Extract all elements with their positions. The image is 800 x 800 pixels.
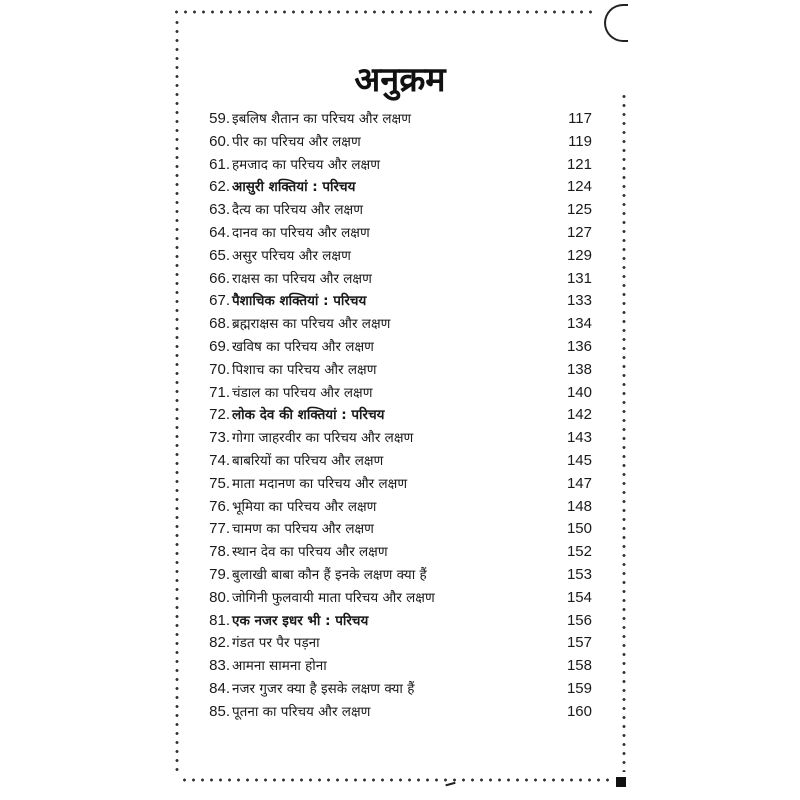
ornamental-border-bottom — [180, 776, 610, 784]
entry-page-number: 142 — [566, 406, 592, 424]
entry-title: ब्रह्मराक्षस का परिचय और लक्षण — [232, 316, 391, 333]
toc-entry — [200, 131, 600, 154]
entry-title: इबलिष शैतान का परिचय और लक्षण — [232, 111, 411, 127]
section-title: पैशाचिक शक्तियां : परिचय — [232, 293, 367, 310]
entry-number: 61. — [209, 155, 230, 173]
entry-page-number: 127 — [566, 223, 592, 241]
section-title: आसुरी शक्तियां : परिचय — [232, 179, 356, 196]
entry-page-number: 157 — [566, 634, 592, 652]
entry-title: दानव का परिचय और लक्षण — [232, 224, 370, 241]
entry-number: 59. — [209, 110, 230, 127]
entry-number: 65. — [209, 246, 230, 264]
toc-entry — [200, 313, 600, 336]
entry-title: पूतना का परिचय और लक्षण — [232, 703, 371, 720]
toc-entry — [200, 655, 600, 678]
entry-page-number: 136 — [566, 337, 592, 355]
entry-number: 77. — [209, 520, 230, 538]
ornamental-border-left — [173, 18, 183, 773]
entry-title: पिशाच का परिचय और लक्षण — [232, 361, 377, 378]
entry-number: 84. — [209, 679, 230, 697]
entry-page-number: 129 — [566, 246, 592, 264]
entry-number: 64. — [209, 223, 230, 241]
entry-page-number: 125 — [566, 201, 592, 219]
entry-title: आमना सामना होना — [232, 658, 327, 675]
toc-section-entry — [200, 404, 600, 427]
entry-page-number: 160 — [566, 702, 592, 720]
entry-title: चंडाल का परिचय और लक्षण — [232, 384, 373, 401]
entry-title: असुर परिचय और लक्षण — [232, 247, 351, 264]
entry-number: 80. — [209, 588, 230, 606]
toc-entry — [200, 336, 600, 359]
table-of-contents — [200, 108, 600, 724]
entry-page-number: 152 — [566, 543, 592, 561]
toc-entry — [200, 427, 600, 450]
entry-number: 70. — [209, 360, 230, 378]
entry-page-number: 159 — [566, 679, 592, 697]
section-title: एक नजर इधर भी : परिचय — [232, 612, 369, 629]
toc-entry — [200, 268, 600, 291]
entry-title: माता मदानण का परिचय और लक्षण — [232, 475, 408, 492]
entry-page-number: 131 — [566, 269, 592, 287]
entry-title: खविष का परिचय और लक्षण — [232, 338, 374, 355]
toc-entry — [200, 564, 600, 587]
entry-number: 75. — [209, 474, 230, 492]
entry-title: पीर का परिचय और लक्षण — [232, 133, 361, 150]
toc-section-entry — [200, 176, 600, 199]
entry-number: 78. — [209, 543, 230, 561]
ornamental-border-top — [172, 8, 592, 16]
entry-page-number: 133 — [566, 292, 592, 310]
toc-entry — [200, 359, 600, 382]
entry-number: 81. — [209, 611, 230, 629]
toc-entry — [200, 632, 600, 655]
entry-number: 76. — [209, 497, 230, 515]
entry-title: हमजाद का परिचय और लक्षण — [232, 156, 380, 173]
entry-number: 68. — [209, 315, 230, 333]
toc-entry — [200, 154, 600, 177]
entry-number: 60. — [209, 132, 230, 150]
entry-page-number: 124 — [566, 178, 592, 196]
entry-title: बाबरियों का परिचय और लक्षण — [232, 452, 384, 469]
entry-page-number: 119 — [568, 132, 592, 150]
entry-number: 67. — [209, 292, 230, 310]
entry-title: नजर गुजर क्या है इसके लक्षण क्या हैं — [232, 680, 415, 697]
toc-entry — [200, 473, 600, 496]
entry-title: दैत्य का परिचय और लक्षण — [232, 202, 363, 219]
entry-number: 69. — [209, 337, 230, 355]
toc-entry — [200, 541, 600, 564]
entry-number: 79. — [209, 565, 230, 583]
entry-number: 82. — [209, 634, 230, 652]
entry-page-number: 154 — [566, 588, 592, 606]
entry-number: 83. — [209, 657, 230, 675]
toc-entry — [200, 382, 600, 405]
entry-number: 73. — [209, 429, 230, 447]
entry-number: 62. — [209, 178, 230, 196]
entry-page-number: 134 — [566, 315, 592, 333]
entry-title: जोगिनी फुलवायी माता परिचय और लक्षण — [232, 589, 435, 606]
entry-page-number: 153 — [566, 565, 592, 583]
entry-number: 72. — [209, 406, 230, 424]
entry-number: 63. — [209, 201, 230, 219]
ornamental-border-right — [620, 92, 630, 772]
toc-entry — [200, 245, 600, 268]
entry-title: गंडत पर पैर पड़ना — [232, 635, 320, 652]
entry-number: 71. — [209, 383, 230, 401]
entry-title: गोगा जाहरवीर का परिचय और लक्षण — [232, 430, 414, 447]
entry-title: बुलाखी बाबा कौन हैं इनके लक्षण क्या हैं — [232, 566, 427, 583]
entry-page-number: 147 — [566, 474, 592, 492]
toc-entry — [200, 450, 600, 473]
toc-entry — [200, 701, 600, 724]
toc-entry — [200, 518, 600, 541]
entry-page-number: 145 — [566, 451, 592, 469]
entry-title: राक्षस का परिचय और लक्षण — [232, 270, 372, 287]
entry-title: चामण का परिचय और लक्षण — [232, 521, 374, 538]
entry-page-number: 121 — [566, 155, 592, 173]
toc-entry — [200, 199, 600, 222]
entry-page-number: 158 — [566, 657, 592, 675]
toc-entry — [200, 678, 600, 701]
entry-page-number: 150 — [566, 520, 592, 538]
entry-page-number: 117 — [568, 110, 592, 127]
toc-entry — [200, 108, 600, 131]
entry-title: स्थान देव का परिचय और लक्षण — [232, 544, 388, 561]
corner-square-ornament — [616, 777, 626, 787]
entry-number: 85. — [209, 702, 230, 720]
toc-entry — [200, 496, 600, 519]
entry-page-number: 138 — [566, 360, 592, 378]
page-title: अनुक्रम — [354, 59, 446, 100]
toc-entry — [200, 222, 600, 245]
entry-page-number: 148 — [566, 497, 592, 515]
entry-title: भूमिया का परिचय और लक्षण — [232, 498, 377, 515]
entry-number: 74. — [209, 451, 230, 469]
entry-page-number: 143 — [566, 429, 592, 447]
toc-section-entry — [200, 290, 600, 313]
entry-page-number: 156 — [566, 611, 592, 629]
section-title: लोक देव की शक्तियां : परिचय — [232, 407, 385, 424]
toc-entry — [200, 587, 600, 610]
toc-section-entry — [200, 610, 600, 633]
entry-page-number: 140 — [566, 383, 592, 401]
entry-number: 66. — [209, 269, 230, 287]
